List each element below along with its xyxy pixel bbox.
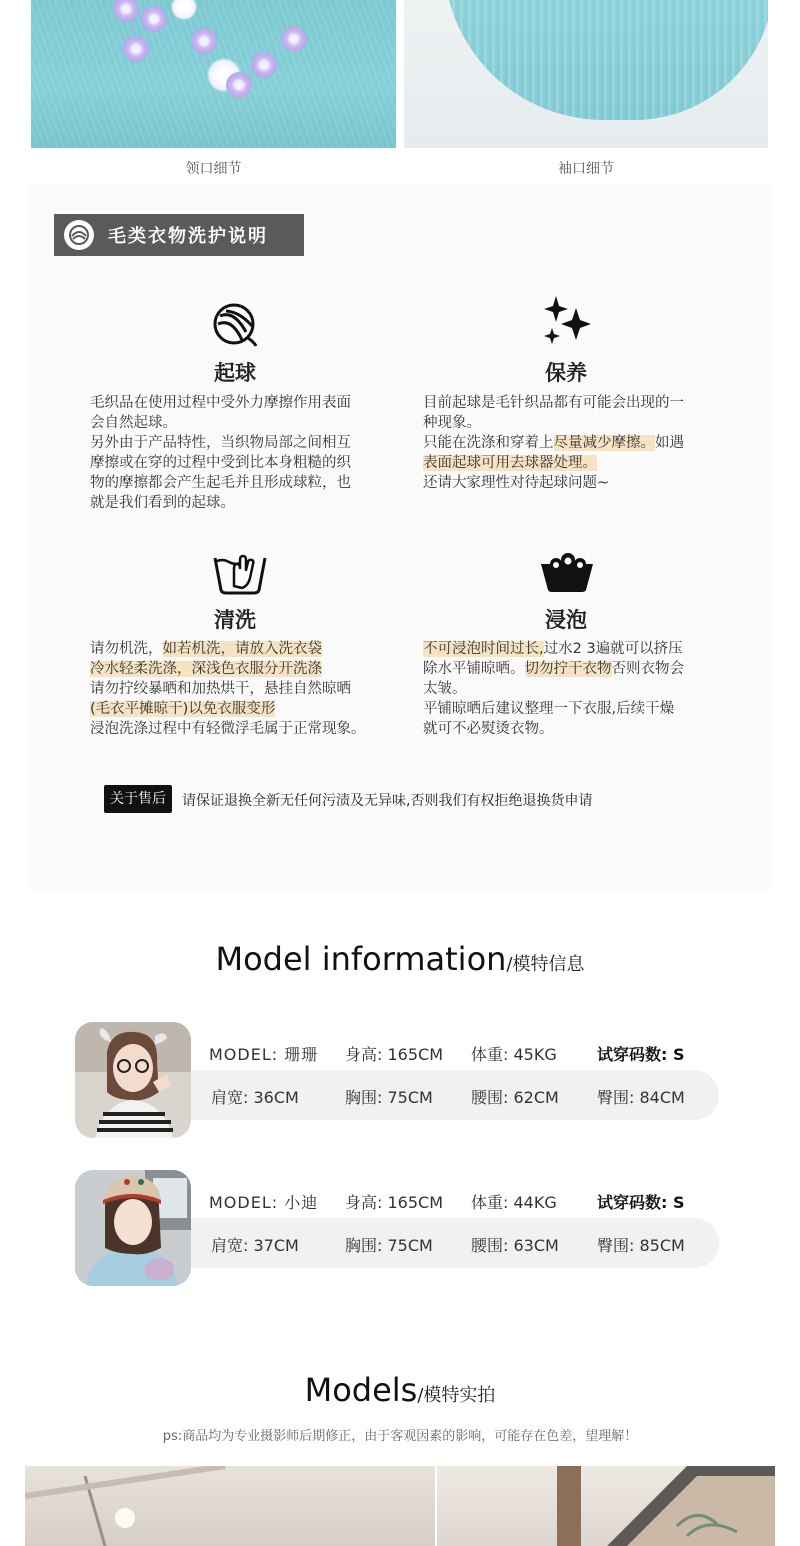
flower-decoration bbox=[171, 0, 197, 20]
flower-decoration bbox=[281, 26, 307, 52]
cuff-detail-photo bbox=[404, 0, 768, 148]
text-span: 只能在洗涤和穿着上 bbox=[423, 435, 554, 451]
model-height: 身高: 165CM bbox=[345, 1193, 443, 1212]
text-line: 会自然起球。 bbox=[90, 415, 177, 431]
model-weight: 体重: 45KG bbox=[471, 1045, 557, 1064]
flower-decoration bbox=[123, 36, 149, 62]
text-line: 摩擦或在穿的过程中受到比本身粗糙的织 bbox=[90, 455, 351, 471]
text-line bbox=[423, 639, 733, 659]
model-card bbox=[75, 1022, 720, 1138]
text-line bbox=[423, 453, 723, 473]
model-hip: 臀围: 85CM bbox=[597, 1236, 685, 1255]
flower-decoration bbox=[141, 6, 167, 32]
text-span: 如遇 bbox=[655, 435, 684, 451]
care-item-title: 清洗 bbox=[214, 608, 256, 632]
text-line bbox=[423, 659, 733, 679]
model-size: 试穿码数: S bbox=[597, 1193, 685, 1212]
text-span: 请勿机洗， bbox=[90, 641, 163, 657]
model-hip: 臀围: 84CM bbox=[597, 1088, 685, 1107]
after-sales-text: 请保证退换全新无任何污渍及无异味,否则我们有权拒绝退换货申请 bbox=[182, 793, 593, 809]
text-line bbox=[90, 699, 400, 719]
text-line: 物的摩擦都会产生起毛并且形成球粒，也 bbox=[90, 475, 351, 491]
yarn-ball-icon bbox=[212, 302, 258, 352]
text-line: 毛织品在使用过程中受外力摩擦作用表面 bbox=[90, 395, 351, 411]
model-information-heading bbox=[0, 940, 800, 978]
model-card bbox=[75, 1170, 720, 1286]
hand-wash-icon bbox=[212, 546, 268, 600]
model-waist: 腰围: 63CM bbox=[471, 1236, 559, 1255]
text-line bbox=[90, 659, 400, 679]
flower-decoration bbox=[191, 28, 217, 54]
highlight-text: 切勿拧干衣物 bbox=[524, 661, 612, 677]
soak-basin-icon bbox=[538, 550, 596, 598]
model-name: MODEL: 小迪 bbox=[209, 1193, 319, 1212]
care-item-description bbox=[423, 393, 723, 493]
collar-detail-photo bbox=[31, 0, 396, 148]
care-item-description bbox=[423, 639, 733, 739]
care-item-title: 保养 bbox=[545, 361, 587, 385]
text-line: 还请大家理性对待起球问题~ bbox=[423, 475, 610, 491]
flower-decoration bbox=[226, 72, 252, 98]
flower-decoration bbox=[251, 52, 277, 78]
text-line bbox=[90, 639, 400, 659]
highlight-text: 尽量减少摩擦。 bbox=[553, 435, 655, 451]
text-line: 目前起球是毛针织品都有可能会出现的一 bbox=[423, 395, 684, 411]
text-line: 浸泡洗涤过程中有轻微浮毛属于正常现象。 bbox=[90, 721, 366, 737]
section-subtitle: /模特实拍 bbox=[417, 1385, 496, 1406]
section-title: Models bbox=[304, 1371, 418, 1409]
highlight-text: (毛衣平摊晾干)以免衣服变形 bbox=[90, 701, 276, 717]
text-line: 就是我们看到的起球。 bbox=[90, 495, 235, 511]
model-chest: 胸围: 75CM bbox=[345, 1088, 433, 1107]
after-sales-label: 关于售后 bbox=[104, 785, 172, 813]
model-name: MODEL: 珊珊 bbox=[209, 1045, 319, 1064]
model-avatar bbox=[75, 1022, 191, 1138]
highlight-text: 不可浸泡时间过长, bbox=[423, 641, 544, 657]
text-line: 另外由于产品特性，当织物局部之间相互 bbox=[90, 435, 351, 451]
model-height: 身高: 165CM bbox=[345, 1045, 443, 1064]
sweater-cuff bbox=[444, 0, 768, 120]
text-line: 种现象。 bbox=[423, 415, 481, 431]
model-shoulder: 肩宽: 37CM bbox=[211, 1236, 299, 1255]
text-line: 请勿拧绞暴晒和加热烘干，悬挂自然晾晒 bbox=[90, 681, 351, 697]
text-span: 过水2 3遍就可以挤压 bbox=[543, 641, 683, 657]
text-line: 平铺晾晒后建议整理一下衣服,后续干燥 bbox=[423, 701, 675, 717]
sparkle-icon bbox=[540, 294, 594, 352]
model-weight: 体重: 44KG bbox=[471, 1193, 557, 1212]
cuff-detail-caption: 袖口细节 bbox=[558, 161, 614, 177]
model-waist: 腰围: 62CM bbox=[471, 1088, 559, 1107]
model-photo bbox=[437, 1466, 775, 1546]
model-avatar bbox=[75, 1170, 191, 1286]
model-chest: 胸围: 75CM bbox=[345, 1236, 433, 1255]
section-title: Model information bbox=[215, 940, 507, 978]
care-item-title: 浸泡 bbox=[545, 608, 587, 632]
section-subtitle: /模特信息 bbox=[506, 954, 585, 975]
text-span: 除水平铺晾晒。 bbox=[423, 661, 525, 677]
text-line bbox=[423, 433, 723, 453]
model-shoulder: 肩宽: 36CM bbox=[211, 1088, 299, 1107]
care-item-title: 起球 bbox=[214, 361, 256, 385]
models-heading bbox=[0, 1371, 800, 1409]
care-header-title: 毛类衣物洗护说明 bbox=[108, 226, 268, 247]
care-item-description bbox=[90, 639, 400, 739]
color-difference-note: ps:商品均为专业摄影师后期修正，由于客观因素的影响，可能存在色差，望理解！ bbox=[162, 1429, 638, 1444]
text-line: 太皱。 bbox=[423, 681, 467, 697]
highlight-text: 表面起球可用去球器处理。 bbox=[423, 455, 597, 471]
care-item-description bbox=[90, 393, 390, 513]
yarn-logo-icon bbox=[64, 220, 94, 250]
model-size: 试穿码数: S bbox=[597, 1045, 685, 1064]
text-line: 就可不必熨烫衣物。 bbox=[423, 721, 554, 737]
flower-decoration bbox=[113, 0, 139, 22]
model-photo bbox=[25, 1466, 435, 1546]
highlight-text: 如若机洗，请放入洗衣袋 bbox=[162, 641, 322, 657]
text-span: 否则衣物会 bbox=[611, 661, 684, 677]
care-header bbox=[54, 214, 304, 256]
collar-detail-caption: 领口细节 bbox=[185, 161, 242, 177]
highlight-text: 冷水轻柔洗涤，深浅色衣服分开洗涤 bbox=[90, 661, 322, 677]
